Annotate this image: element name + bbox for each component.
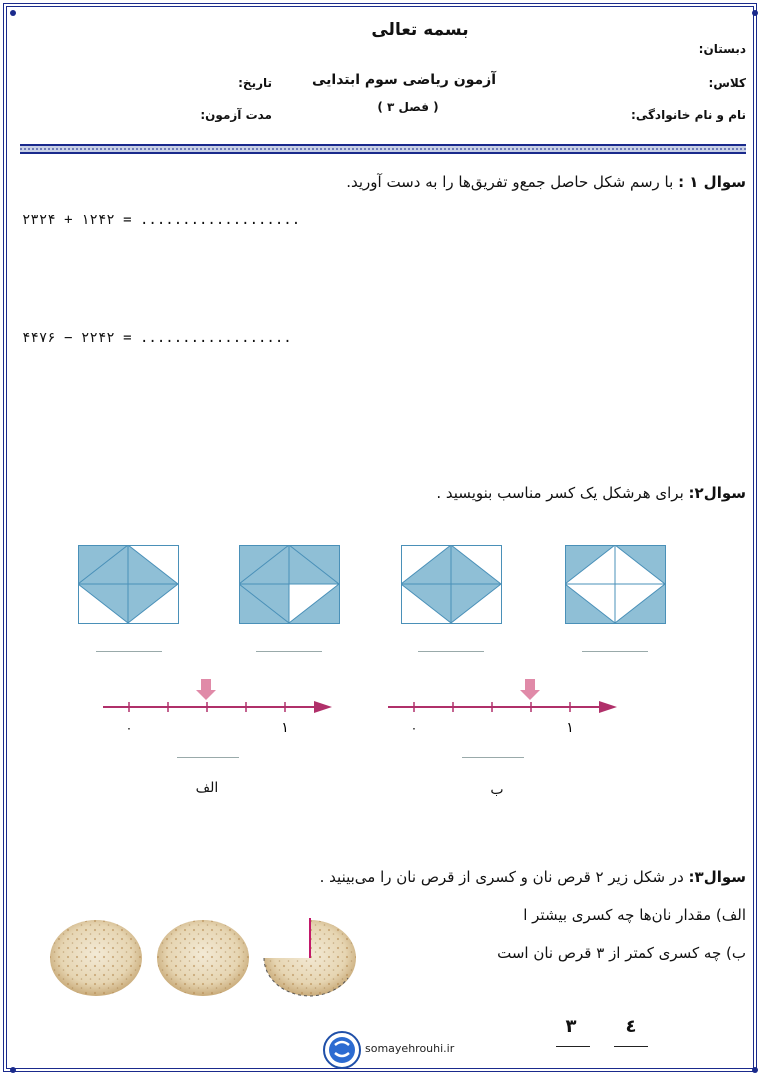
question-2-text: برای هرشکل یک کسر مناسب بنویسید . xyxy=(436,484,684,502)
chapter-label: ( فصل ۳ ) xyxy=(377,100,439,114)
school-label: دبستان: xyxy=(698,42,746,56)
answer-fraction-left: ۳ xyxy=(565,1016,577,1037)
tick-label-zero: ۰ xyxy=(410,721,418,735)
question-1-text: با رسم شکل حاصل جمع‌و تفریق‌ها را به دست آورید. xyxy=(346,173,674,191)
question-2-header xyxy=(436,484,746,502)
number-line-be xyxy=(385,676,625,736)
question-3-part-a: الف) مقدار نان‌ها چه کسری بیشتر ا xyxy=(523,906,746,924)
class-label: کلاس: xyxy=(708,76,746,90)
site-logo-icon xyxy=(323,1031,361,1069)
corner-dot xyxy=(752,1067,758,1073)
answer-fraction-right: ٤ xyxy=(625,1016,637,1037)
tick-label-one: ۱ xyxy=(566,720,574,736)
answer-line[interactable] xyxy=(582,651,648,652)
header-separator xyxy=(20,143,746,155)
answer-fraction-line-right[interactable] xyxy=(614,1046,648,1047)
question-3-part-b: ب) چه کسری کمتر از ۳ قرص نان است xyxy=(497,944,746,962)
fraction-shape-2 xyxy=(239,545,340,624)
label-alef: الف xyxy=(195,780,219,796)
fraction-shape-1 xyxy=(78,545,179,624)
fraction-shape-3 xyxy=(401,545,502,624)
date-label: تاریخ: xyxy=(238,76,272,90)
tick-label-one: ۱ xyxy=(281,720,289,736)
answer-line[interactable] xyxy=(418,651,484,652)
answer-line[interactable] xyxy=(96,651,162,652)
student-name-label: نام و نام خانوادگی: xyxy=(631,108,746,122)
bread-partial xyxy=(264,918,356,996)
exam-title: آزمون ریاضی سوم ابتدایی xyxy=(311,72,496,88)
corner-dot xyxy=(10,1067,16,1073)
question-3-text: در شکل زیر ۲ قرص نان و کسری از قرص نان را می‌بینید . xyxy=(319,868,684,886)
question-3-label: سوال۳: xyxy=(688,868,746,886)
corner-dot xyxy=(10,10,16,16)
bread-full-1 xyxy=(50,920,142,996)
bread-full-2 xyxy=(157,920,249,996)
site-url[interactable]: somayehrouhi.ir xyxy=(365,1042,455,1055)
bread-illustration xyxy=(48,918,358,1008)
header-title: بسمه تعالی xyxy=(371,20,469,40)
tick-label-zero: ۰ xyxy=(125,721,133,735)
equation-addition: ۲۳۲۴ + ۱۲۴۲ = ................... xyxy=(22,212,301,228)
duration-label: مدت آزمون: xyxy=(200,108,272,122)
question-3-header xyxy=(320,868,746,886)
answer-line[interactable] xyxy=(256,651,322,652)
answer-fraction-line-left[interactable] xyxy=(556,1046,590,1047)
question-2-label: سوال۲: xyxy=(688,484,746,502)
answer-line[interactable] xyxy=(177,757,239,758)
question-1-label: سوال ۱ : xyxy=(678,173,746,191)
answer-line[interactable] xyxy=(462,757,524,758)
fraction-shape-4 xyxy=(565,545,666,624)
number-line-alef xyxy=(100,676,340,736)
question-1-header xyxy=(346,173,746,191)
corner-dot xyxy=(752,10,758,16)
label-be: ب xyxy=(490,782,504,798)
equation-subtraction: ۴۴۷۶ − ۲۲۴۲ = .................. xyxy=(22,330,292,346)
